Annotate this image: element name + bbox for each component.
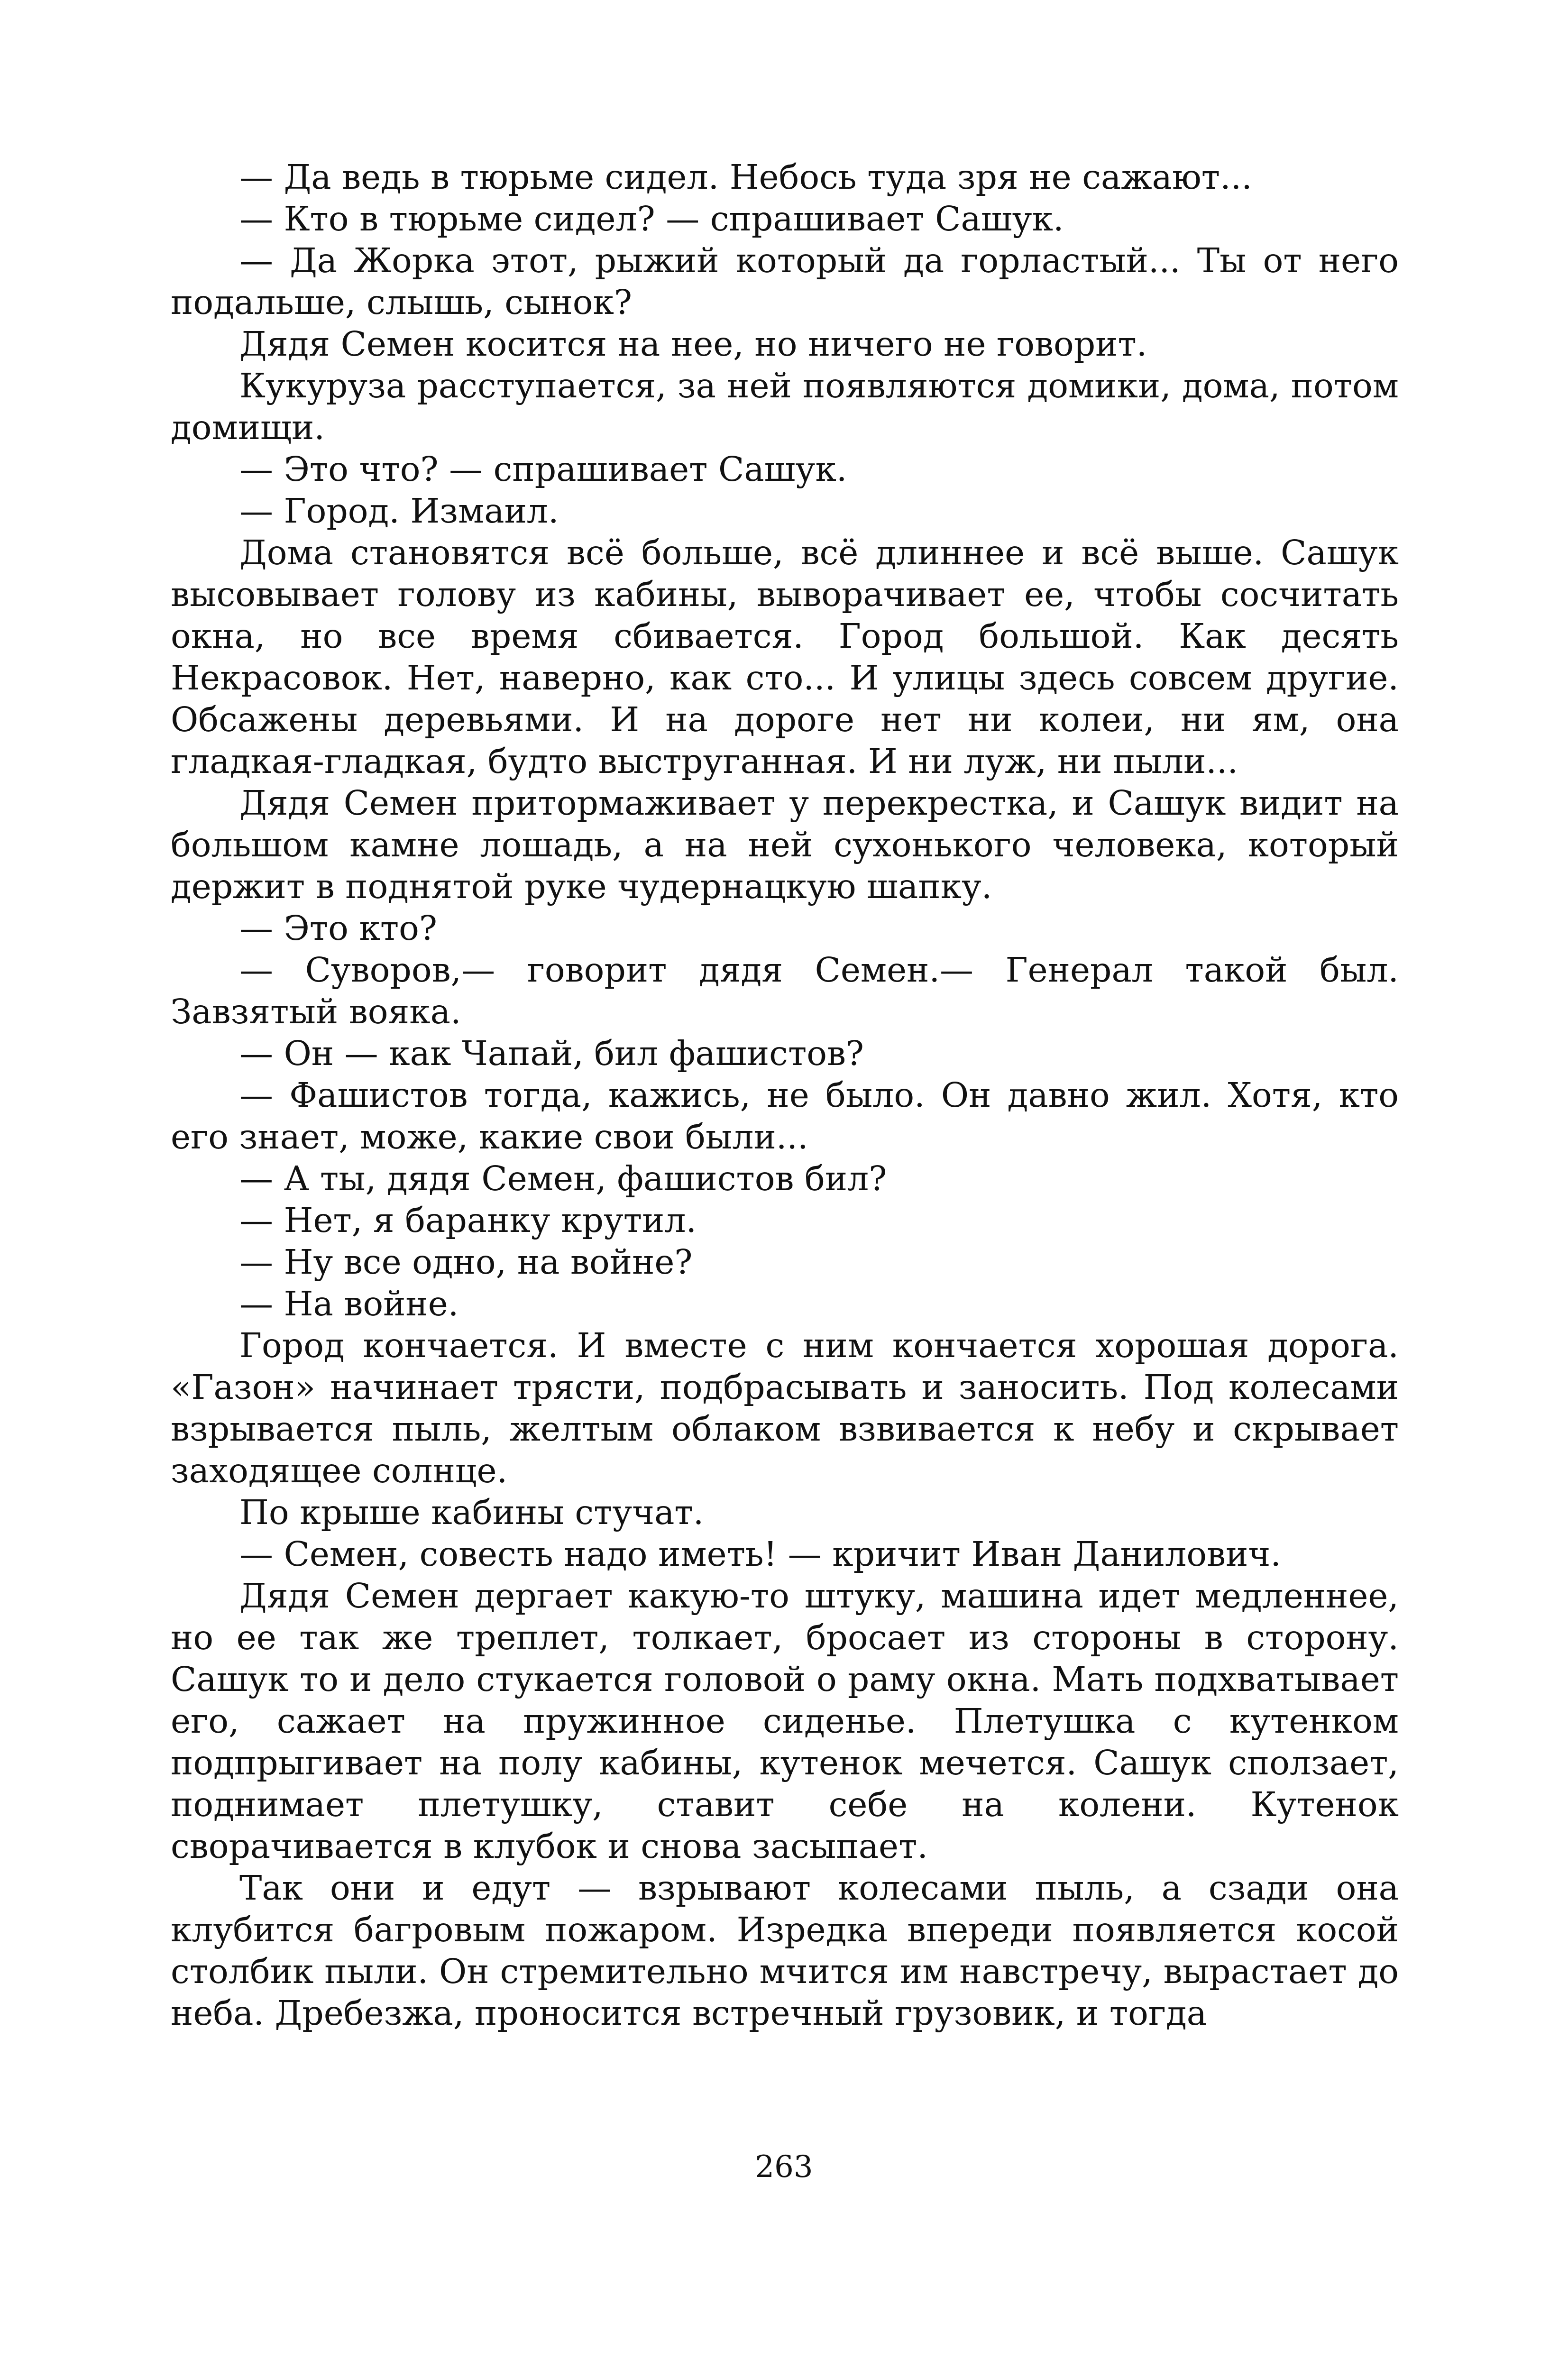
paragraph: — Нет, я баранку крутил. [239,1201,697,1240]
paragraph: — Город. Измаил. [239,491,559,531]
paragraph: По крыше кабины стучат. [239,1493,704,1532]
paragraph: — Кто в тюрьме сидел? — спрашивает Сашук. [239,199,1064,239]
paragraph: Дядя Семен косится на нее, но ничего не говорит. [239,324,1147,364]
paragraph: — Семен, совесть надо иметь! — кричит Иван Данилович. [239,1534,1281,1574]
paragraph: Дядя Семен дергает какую-то штуку, машина идет медленнее, но ее так же треплет, толкает, бросает из стороны в сторону. Сашук то и дело стукается головой о раму окна. Мать подхватывает его, сажает на пружинное сиденье. Плетушка с кутенком подпрыгивает на полу кабины, кутенок мечется. Сашук сползает, поднимает плетушку, ставит себе на колени. Кутенок сворачивается в клубок и снова засыпает. [171,1576,1399,1866]
paragraph: — На войне. [239,1284,459,1323]
paragraph: — Он — как Чапай, бил фашистов? [239,1034,864,1073]
paragraph: Город кончается. И вместе с ним кончается хорошая дорога. «Газон» начинает трясти, подбрасывать и заносить. Под колесами взрывается пыль, желтым облаком взвивается к небу и скрывает заходящее солнце. [171,1326,1399,1490]
paragraph: — Да ведь в тюрьме сидел. Небось туда зря не сажают... [239,157,1252,197]
paragraph: — Суворов,— говорит дядя Семен.— Генерал такой был. Завзятый вояка. [171,950,1399,1031]
paragraph: — Ну все одно, на войне? [239,1242,693,1282]
paragraph: — Фашистов тогда, кажись, не было. Он давно жил. Хотя, кто его знает, може, какие свои были... [171,1075,1399,1157]
paragraph: Дядя Семен притормаживает у перекрестка, и Сашук видит на большом камне лошадь, а на ней сухонького человека, который держит в поднятой руке чудернацкую шапку. [171,783,1399,906]
page-number: 263 [755,2149,813,2185]
paragraph: Так они и едут — взрывают колесами пыль, а сзади она клубится багровым пожаром. Изредка впереди появляется косой столбик пыли. Он стремительно мчится им навстречу, вырастает до неба. Дребезжа, проносится встречный грузовик, и тогда [171,1868,1399,2033]
body-text [171,156,1399,2034]
paragraph: — Да Жорка этот, рыжий который да горластый... Ты от него подальше, слышь, сынок? [171,241,1399,322]
paragraph: — Это что? — спрашивает Сашук. [239,450,847,489]
paragraph: Кукуруза расступается, за ней появляются домики, дома, потом домищи. [171,366,1399,447]
paragraph: — Это кто? [239,909,437,948]
paragraph: Дома становятся всё больше, всё длиннее и всё выше. Сашук высовывает голову из кабины, выворачивает ее, чтобы сосчитать окна, но все время сбивается. Город большой. Как десять Некрасовок. Нет, наверно, как сто... И улицы здесь совсем другие. Обсажены деревьями. И на дороге нет ни колеи, ни ям, она гладкая-гладкая, будто выструганная. И ни луж, ни пыли... [171,533,1399,781]
paragraph: — А ты, дядя Семен, фашистов бил? [239,1159,887,1198]
